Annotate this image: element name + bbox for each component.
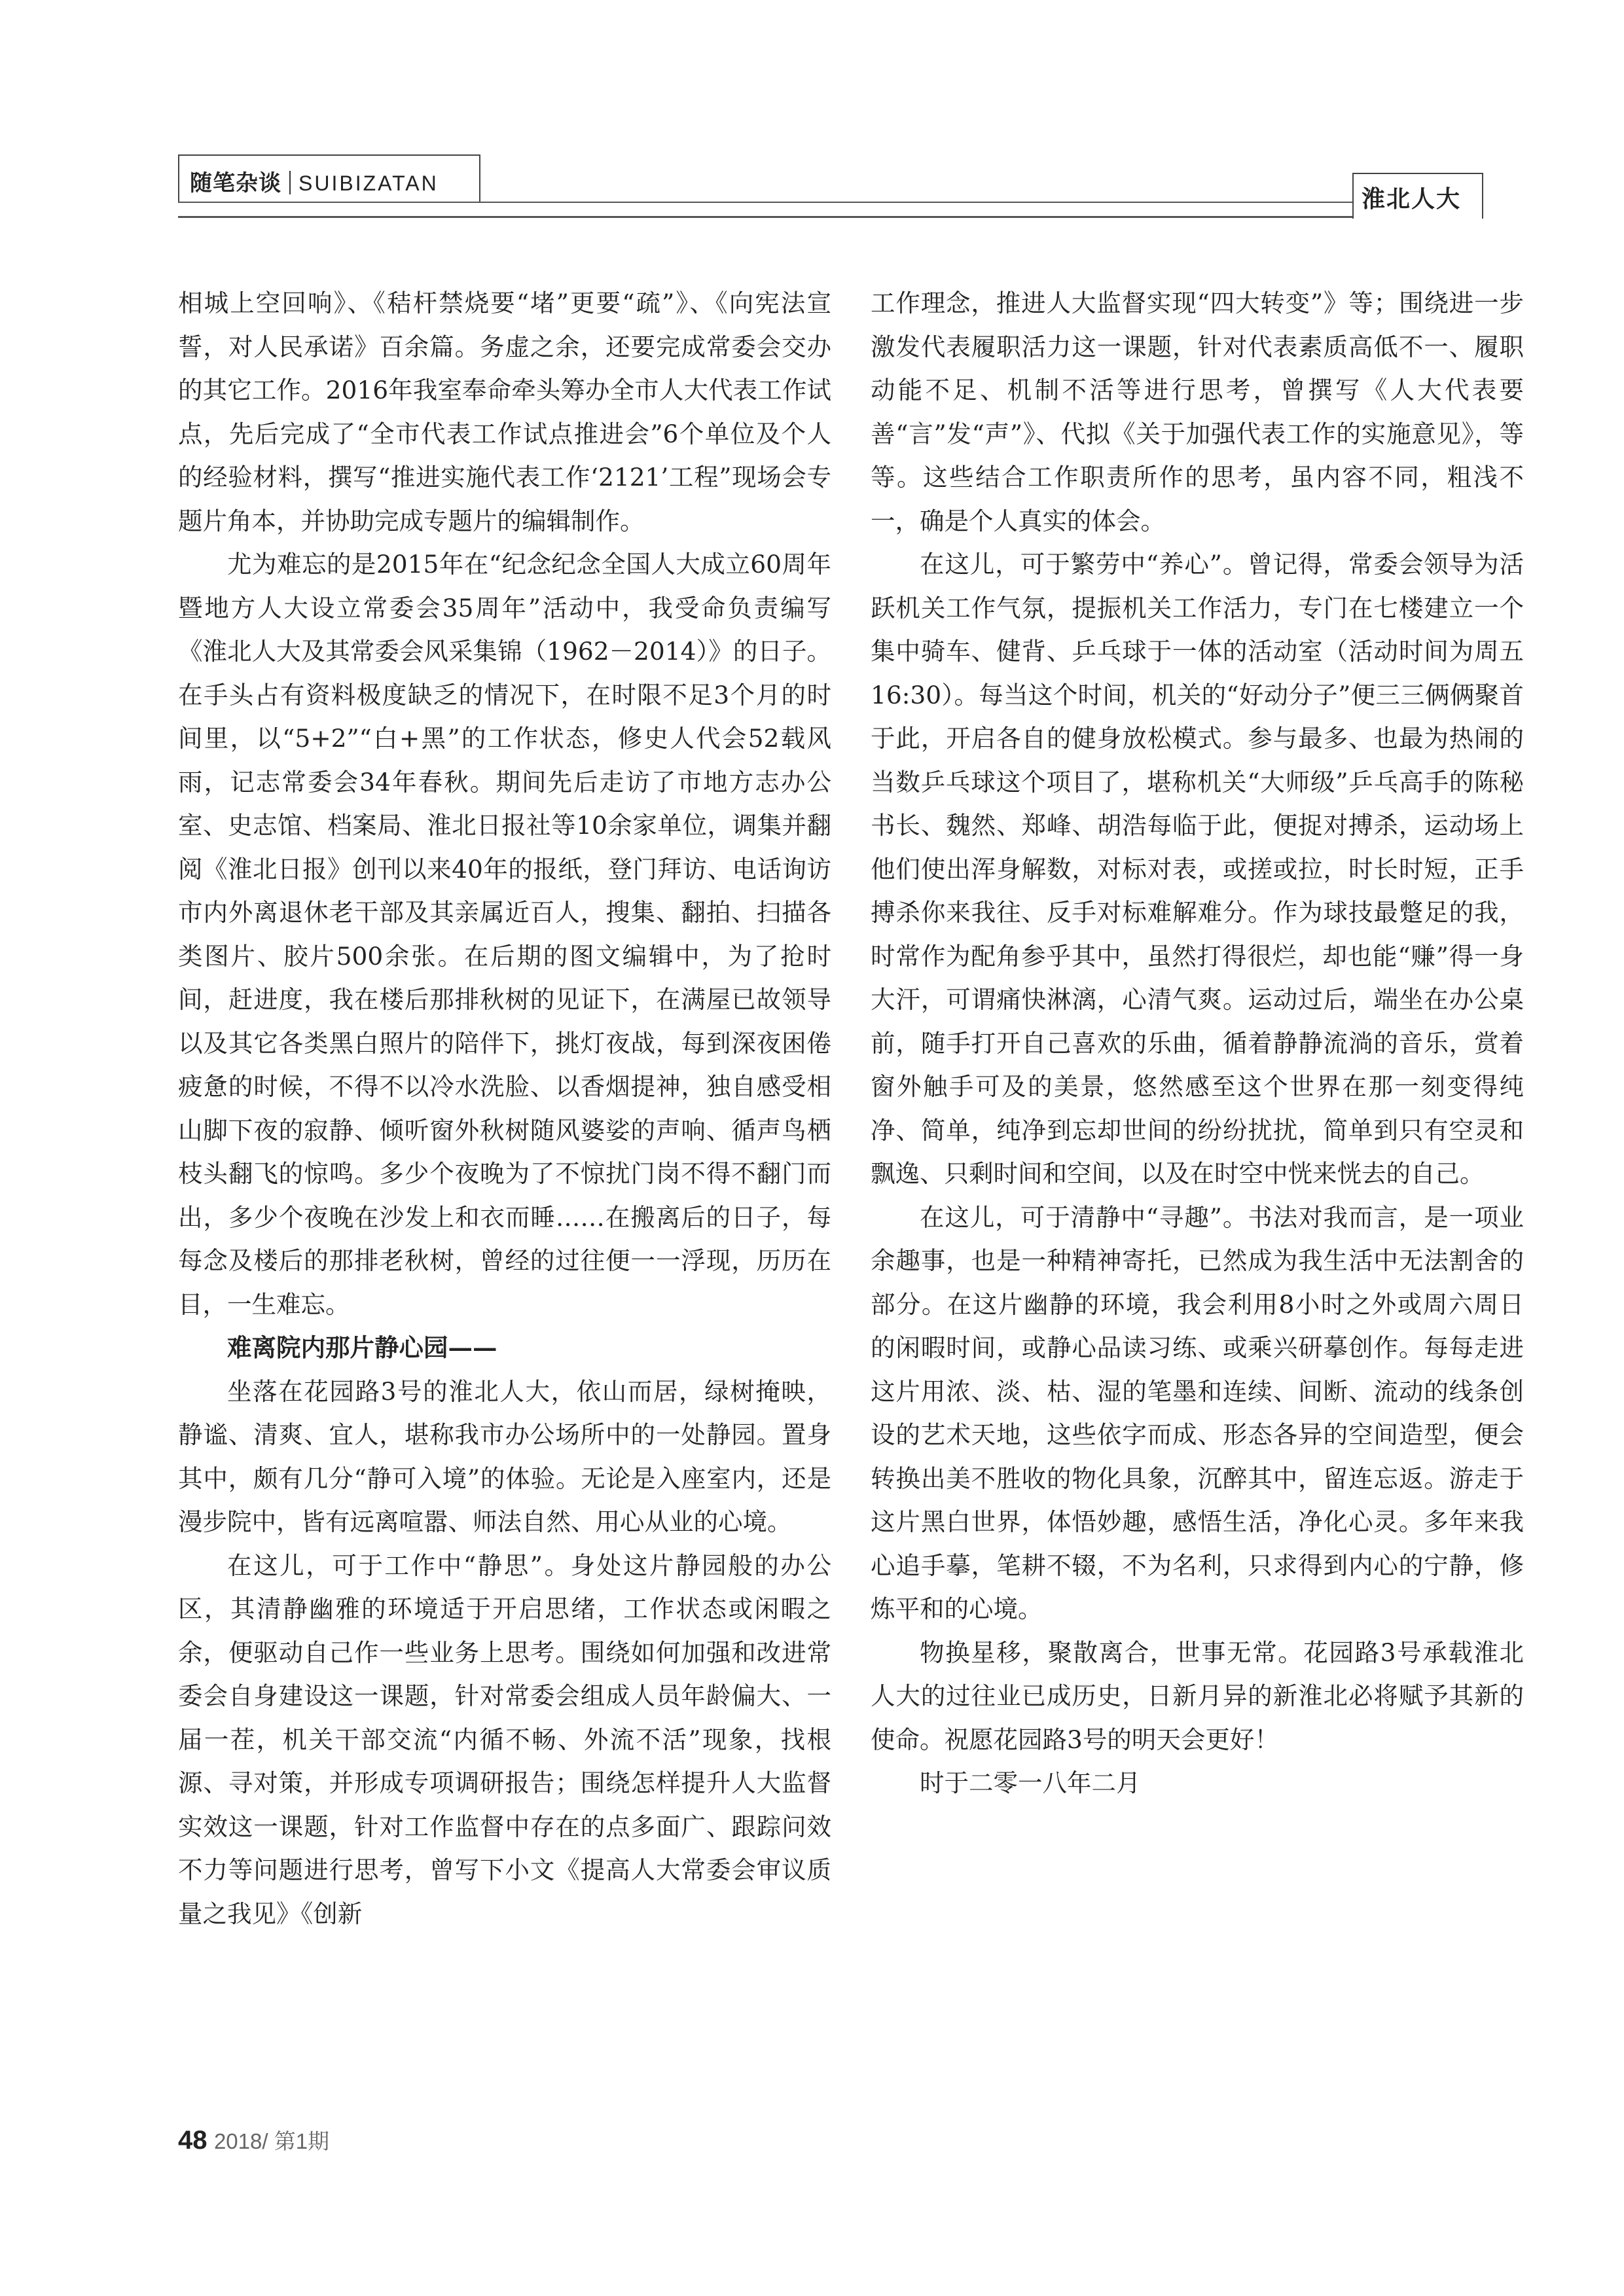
paragraph: 工作理念，推进人大监督实现“四大转变”》等；围绕进一步激发代表履职活力这一课题，针对代表素质高低不一、履职动能不足、机制不活等进行思考，曾撰写《人大代表要善“言”发“声”》、代拟《关于加强代表工作的实施意见》，等等。这些结合工作职责所作的思考，虽内容不同，粗浅不一，确是个人真实的体会。 xyxy=(871,289,1524,535)
section-label xyxy=(190,165,439,197)
subheading: 难离院内那片静心园—— xyxy=(227,1333,497,1362)
page-footer xyxy=(178,2125,329,2155)
page-number: 48 xyxy=(178,2126,208,2155)
paragraph: 物换星移，聚散离合，世事无常。花园路3号承载淮北人大的过往业已成历史，日新月异的新淮北必将赋予其新的使命。祝愿花园路3号的明天会更好！ xyxy=(871,1638,1524,1754)
section-divider xyxy=(289,171,291,194)
paragraph: 在这儿，可于工作中“静思”。身处这片静园般的办公区，其清静幽雅的环境适于开启思绪，工作状态或闲暇之余，便驱动自己作一些业务上思考。围绕如何加强和改进常委会自身建设这一课题，针对常委会组成人员年龄偏大、一届一茬，机关干部交流“内循不畅、外流不活”现象，找根源、寻对策，并形成专项调研报告；围绕怎样提升人大监督实效这一课题，针对工作监督中存在的点多面广、跟踪问效不力等问题进行思考，曾写下小文《提高人大常委会审议质量之我见》《创新 xyxy=(178,1551,831,1928)
issue-label: 2018/ 第1期 xyxy=(213,2129,330,2153)
header-rule-top xyxy=(178,202,1481,203)
paragraph: 在这儿，可于清静中“寻趣”。书法对我而言，是一项业余趣事，也是一种精神寄托，已然成为我生活中无法割舍的部分。在这片幽静的环境，我会利用8小时之外或周六周日的闲暇时间，或静心品读习练、或乘兴研摹创作。每每走进这片用浓、淡、枯、湿的笔墨和连续、间断、流动的线条创设的艺术天地，这些依字而成、形态各异的空间造型，便会转换出美不胜收的物化具象，沉醉其中，留连忘返。游走于这片黑白世界，体悟妙趣，感悟生活，净化心灵。多年来我心追手摹，笔耕不辍，不为名利，只求得到内心的宁静，修炼平和的心境。 xyxy=(871,1202,1524,1623)
left-column xyxy=(178,281,831,1935)
paragraph: 坐落在花园路3号的淮北人大，依山而居，绿树掩映，静谧、清爽、宜人，堪称我市办公场所中的一处静园。置身其中，颇有几分“静可入境”的体验。无论是入座室内，还是漫步院中，皆有远离喧嚣、师法自然、用心从业的心境。 xyxy=(178,1376,831,1536)
paragraph: 时于二零一八年二月 xyxy=(920,1768,1141,1797)
paragraph: 相城上空回响》、《秸杆禁烧要“堵”更要“疏”》、《向宪法宣誓，对人民承诺》百余篇。务虚之余，还要完成常委会交办的其它工作。2016年我室奉命牵头筹办全市人大代表工作试点，先后完成了“全市代表工作试点推进会”6个单位及个人的经验材料，撰写“推进实施代表工作‘2121’工程”现场会专题片角本，并协助完成专题片的编辑制作。 xyxy=(178,289,831,535)
publication-name: 淮北人大 xyxy=(1362,185,1462,212)
right-column xyxy=(871,281,1524,1805)
section-title-zh: 随笔杂谈 xyxy=(190,171,281,196)
paragraph: 在这儿，可于繁劳中“养心”。曾记得，常委会领导为活跃机关工作气氛，提振机关工作活力，专门在七楼建立一个集中骑车、健背、乒乓球于一体的活动室（活动时间为周五16:30）。每当这个时间，机关的“好动分子”便三三俩俩聚首于此，开启各自的健身放松模式。参与最多、也最为热闹的当数乒乓球这个项目了，堪称机关“大师级”乒乓高手的陈秘书长、魏然、郑峰、胡浩每临于此，便捉对搏杀，运动场上他们使出浑身解数，对标对表，或搓或拉，时长时短，正手搏杀你来我往、反手对标难解难分。作为球技最蹩足的我，时常作为配角参乎其中，虽然打得很烂，却也能“赚”得一身大汗，可谓痛快淋漓，心清气爽。运动过后，端坐在办公桌前，随手打开自己喜欢的乐曲，循着静静流淌的音乐，赏着窗外触手可及的美景，悠然感至这个世界在那一刻变得纯净、简单，纯净到忘却世间的纷纷扰扰，简单到只有空灵和飘逸、只剩时间和空间，以及在时空中恍来恍去的自己。 xyxy=(871,550,1524,1188)
section-title-en: SUIBIZATAN xyxy=(298,171,439,195)
header-rule-bottom xyxy=(178,216,1481,218)
paragraph: 尤为难忘的是2015年在“纪念纪念全国人大成立60周年暨地方人大设立常委会35周年”活动中，我受命负责编写《淮北人大及其常委会风采集锦（1962－2014）》的日子。在手头占有资料极度缺乏的情况下，在时限不足3个月的时间里，以“5+2”“白+黑”的工作状态，修史人代会52载风雨，记志常委会34年春秋。期间先后走访了市地方志办公室、史志馆、档案局、淮北日报社等10余家单位，调集并翻阅《淮北日报》创刊以来40年的报纸，登门拜访、电话询访市内外离退休老干部及其亲属近百人，搜集、翻拍、扫描各类图片、胶片500余张。在后期的图文编辑中，为了抢时间，赶进度，我在楼后那排秋树的见证下，在满屋已故领导以及其它各类黑白照片的陪伴下，挑灯夜战，每到深夜困倦疲惫的时候，不得不以冷水洗脸、以香烟提神，独自感受相山脚下夜的寂静、倾听窗外秋树随风婆娑的声响、循声鸟栖枝头翻飞的惊鸣。多少个夜晚为了不惊扰门岗不得不翻门而出，多少个夜晚在沙发上和衣而睡……在搬离后的日子，每每念及楼后的那排老秋树，曾经的过往便一一浮现，历历在目，一生难忘。 xyxy=(178,550,831,1319)
